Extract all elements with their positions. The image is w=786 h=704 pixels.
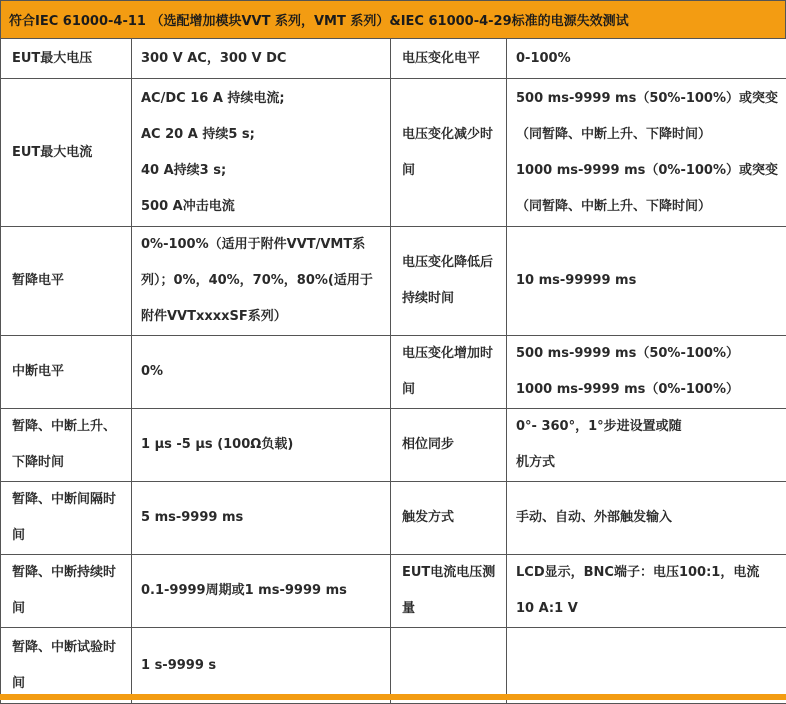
spec-value-text: 附件VVTxxxxSF系列） [141, 299, 381, 335]
spec-label-text: 触发方式 [402, 500, 497, 536]
table-row [1, 39, 786, 79]
spec-value-text: 1 μs -5 μs (100Ω负载) [141, 427, 381, 463]
spec-label-text: 持续时间 [402, 281, 497, 317]
spec-value-cell [132, 409, 391, 482]
table-row [1, 555, 786, 628]
spec-value-cell [507, 336, 786, 409]
spec-label-text: 间 [12, 518, 122, 554]
spec-label-cell [1, 336, 132, 409]
spec-label-cell [391, 555, 507, 628]
spec-label-cell [391, 227, 507, 336]
spec-table-body [1, 39, 786, 704]
spec-value-text: 40 A持续3 s; [141, 153, 381, 189]
spec-label-text: 电压变化增加时 [402, 336, 497, 372]
table-row [1, 482, 786, 555]
spec-value-text: 列）；0%，40%，70%，80%(适用于 [141, 263, 381, 299]
spec-label-text: 暂降、中断试验时 [12, 630, 122, 666]
spec-value-text: 0% [141, 354, 381, 390]
table-row [1, 628, 786, 704]
spec-value-cell [132, 336, 391, 409]
spec-label-text: EUT电流电压测 [402, 555, 497, 591]
spec-value-cell [507, 482, 786, 555]
spec-label-cell [1, 628, 132, 704]
spec-value-text: 500 A冲击电流 [141, 189, 381, 225]
spec-label-text: 电压变化电平 [402, 41, 497, 77]
spec-value-text: （同暂降、中断上升、下降时间） [516, 117, 777, 153]
spec-label-cell [1, 227, 132, 336]
table-row [1, 336, 786, 409]
spec-value-cell [132, 39, 391, 79]
spec-value-text: 1000 ms-9999 ms（0%-100%）或突变 [516, 153, 777, 189]
table-row [1, 409, 786, 482]
spec-label-cell [1, 39, 132, 79]
spec-label-text: 下降时间 [12, 445, 122, 481]
spec-label-text: 暂降、中断上升、 [12, 409, 122, 445]
spec-label-cell [391, 79, 507, 227]
spec-value-cell [132, 227, 391, 336]
spec-table [0, 38, 786, 704]
spec-label-text: 间 [12, 666, 122, 702]
spec-value-text: （同暂降、中断上升、下降时间） [516, 189, 777, 225]
spec-value-text: LCD显示，BNC端子：电压100:1，电流 [516, 555, 777, 591]
spec-label-text: 相位同步 [402, 427, 497, 463]
spec-value-cell [507, 227, 786, 336]
bottom-border-bar [0, 694, 786, 700]
table-row [1, 227, 786, 336]
spec-label-text: 间 [12, 591, 122, 627]
spec-value-text: 500 ms-9999 ms（50%-100%） [516, 336, 777, 372]
spec-value-cell [507, 39, 786, 79]
spec-value-text: 1 s-9999 s [141, 648, 381, 684]
spec-label-text: 中断电平 [12, 354, 122, 390]
spec-value-text: AC 20 A 持续5 s; [141, 117, 381, 153]
spec-value-text: 0%-100%（适用于附件VVT/VMT系 [141, 227, 381, 263]
spec-label-cell [1, 409, 132, 482]
spec-value-text: 1000 ms-9999 ms（0%-100%） [516, 372, 777, 408]
spec-label-cell [391, 628, 507, 704]
spec-value-text: 0.1-9999周期或1 ms-9999 ms [141, 573, 381, 609]
spec-value-cell [507, 79, 786, 227]
spec-label-text: 间 [402, 153, 497, 189]
spec-value-text: 10 ms-99999 ms [516, 263, 777, 299]
spec-label-cell [391, 409, 507, 482]
spec-value-cell [507, 409, 786, 482]
spec-value-cell [132, 555, 391, 628]
spec-value-text: AC/DC 16 A 持续电流; [141, 81, 381, 117]
table-row [1, 79, 786, 227]
spec-value-text: 5 ms-9999 ms [141, 500, 381, 536]
spec-value-text: 500 ms-9999 ms（50%-100%）或突变 [516, 81, 777, 117]
spec-label-text: 量 [402, 591, 497, 627]
spec-label-text: 暂降、中断持续时 [12, 555, 122, 591]
spec-value-text: 手动、自动、外部触发输入 [516, 500, 777, 536]
spec-label-cell [1, 79, 132, 227]
spec-label-text: 暂降、中断间隔时 [12, 482, 122, 518]
spec-value-text: 0-100% [516, 41, 777, 77]
spec-value-cell [132, 79, 391, 227]
spec-value-cell [507, 555, 786, 628]
spec-label-text: 间 [402, 372, 497, 408]
spec-label-text: 电压变化降低后 [402, 245, 497, 281]
spec-value-text: 300 V AC，300 V DC [141, 41, 381, 77]
spec-label-text: 电压变化减少时 [402, 117, 497, 153]
spec-label-text: EUT最大电流 [12, 135, 122, 171]
spec-label-text: 暂降电平 [12, 263, 122, 299]
spec-label-cell [391, 482, 507, 555]
spec-label-cell [1, 555, 132, 628]
spec-value-cell [132, 482, 391, 555]
spec-label-text: EUT最大电压 [12, 41, 122, 77]
spec-label-cell [1, 482, 132, 555]
table-header-title: 符合IEC 61000-4-11 （选配增加模块VVT 系列，VMT 系列）&IEC 61000-4-29标准的电源失效测试 [0, 0, 786, 38]
spec-value-cell [507, 628, 786, 704]
spec-value-text: 0°- 360°，1°步进设置或随 [516, 409, 777, 445]
spec-value-cell [132, 628, 391, 704]
spec-value-text: 10 A:1 V [516, 591, 777, 627]
spec-label-cell [391, 39, 507, 79]
spec-label-cell [391, 336, 507, 409]
spec-value-text: 机方式 [516, 445, 777, 481]
